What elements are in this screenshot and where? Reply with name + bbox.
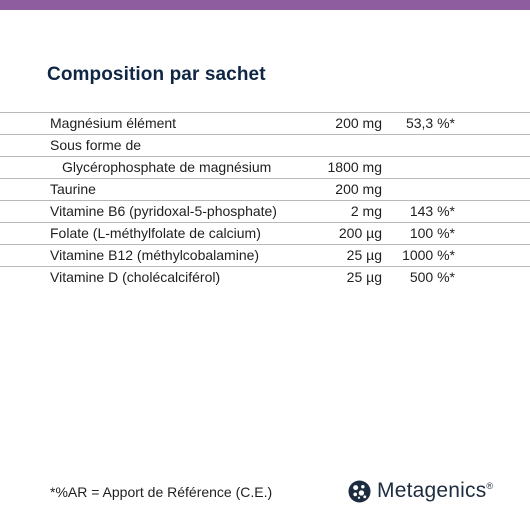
ingredient-name: Glycérophosphate de magnésium	[62, 159, 272, 175]
ingredient-name: Magnésium élément	[50, 115, 177, 131]
ingredient-amount: 25 µg	[346, 247, 382, 263]
composition-table	[0, 112, 530, 288]
page-title: Composition par sachet	[47, 64, 266, 85]
ingredient-name: Vitamine B6 (pyridoxal-5-phosphate)	[50, 203, 277, 219]
ingredient-amount: 1800 mg	[327, 159, 382, 175]
ingredient-amount: 25 µg	[346, 269, 382, 285]
ingredient-ar-percent: 143 %*	[409, 203, 455, 219]
top-accent-band	[0, 0, 530, 10]
ingredient-name: Vitamine B12 (méthylcobalamine)	[50, 247, 260, 263]
ingredient-ar-percent: 53,3 %*	[405, 115, 455, 131]
brand-name-text: Metagenics	[377, 479, 487, 502]
table-row	[0, 179, 530, 201]
ingredient-ar-percent: 500 %*	[409, 269, 455, 285]
table-row	[0, 201, 530, 223]
metagenics-molecule-logo-icon	[348, 480, 371, 503]
ingredient-amount: 2 mg	[350, 203, 382, 219]
brand-name	[377, 479, 493, 503]
ingredient-amount: 200 mg	[335, 181, 382, 197]
ingredient-name: Sous forme de	[50, 137, 142, 153]
table-row	[0, 135, 530, 157]
ingredient-name: Taurine	[50, 181, 96, 197]
ingredient-ar-percent: 100 %*	[409, 225, 455, 241]
ingredient-name: Vitamine D (cholécalciférol)	[50, 269, 221, 285]
ingredient-name: Folate (L-méthylfolate de calcium)	[50, 225, 261, 241]
brand-logo	[348, 478, 493, 504]
table-row	[0, 245, 530, 267]
table-row	[0, 112, 530, 135]
ingredient-ar-percent: 1000 %*	[402, 247, 455, 263]
table-row	[0, 157, 530, 179]
reference-footnote: *%AR = Apport de Référence (C.E.)	[50, 484, 273, 500]
ingredient-amount: 200 mg	[335, 115, 382, 131]
trademark-symbol: ®	[486, 481, 494, 491]
table-row	[0, 223, 530, 245]
ingredient-amount: 200 µg	[338, 225, 382, 241]
table-row	[0, 267, 530, 288]
